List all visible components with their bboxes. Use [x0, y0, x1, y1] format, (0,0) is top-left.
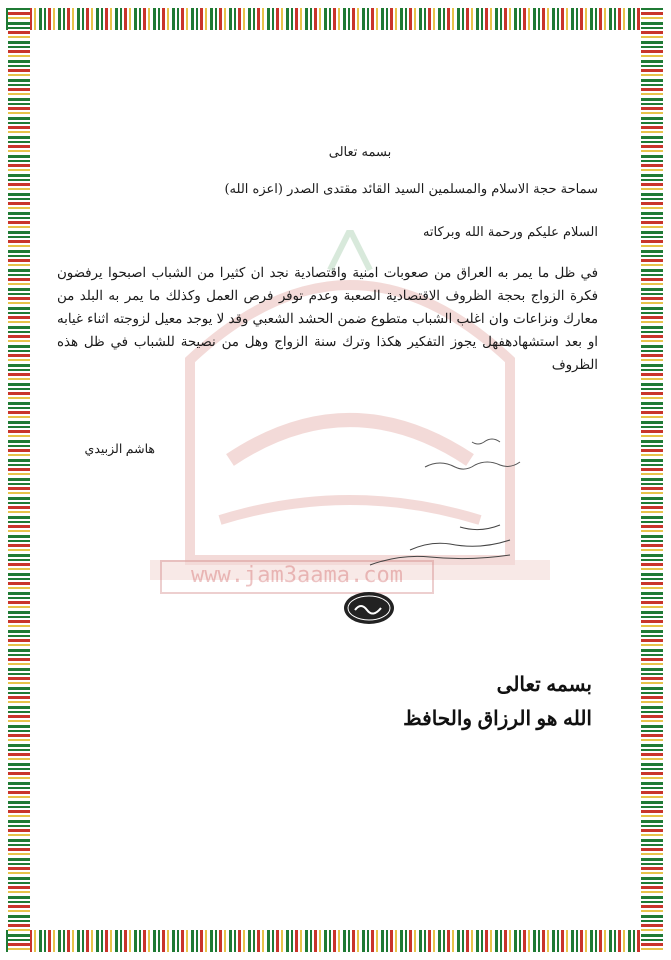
handwritten-note-icon: [420, 432, 530, 477]
letter-basmala: بسمه تعالى: [328, 145, 392, 160]
watermark-url: www.jam3aama.com: [160, 560, 434, 594]
letter-body: في ظل ما يمر به العراق من صعوبات امنية واقتصادية نجد ان كثيرا من الشباب اصبحوا يرفضون فكرة الزواج بحجة الظروف الاقتصادية الصعبة وعدم توفر فرص العمل وكذلك ما يمر به البلد من معارك ونزاعات وان اغلب الشباب متطوع ضمن الحشد الشعبي وقد لا يوجد معيل لزوجته اثناء غيابه او بعد استشهادهفهل يجوز التفكير هكذا وترك سنة الزواج وهل من نصيحة للشباب في ظل هذه الظروف: [57, 266, 598, 373]
office-seal-icon: [343, 590, 395, 626]
sender-name: هاشم الزبيدي: [84, 442, 155, 456]
decorative-border-right: [641, 8, 663, 952]
answer-basmala: بسمه تعالى: [496, 674, 592, 696]
answer-text: الله هو الرزاق والحافظ: [403, 708, 592, 730]
handwritten-signature-icon: [360, 520, 520, 570]
decorative-border-left: [8, 8, 30, 952]
decorative-border-top: [6, 8, 665, 30]
letter-addressee: سماحة حجة الاسلام والمسلمين السيد القائد مقتدى الصدر (اعزه الله): [224, 182, 598, 197]
decorative-border-bottom: [6, 930, 665, 952]
letter-greeting: السلام عليكم ورحمة الله وبركاته: [422, 225, 598, 240]
